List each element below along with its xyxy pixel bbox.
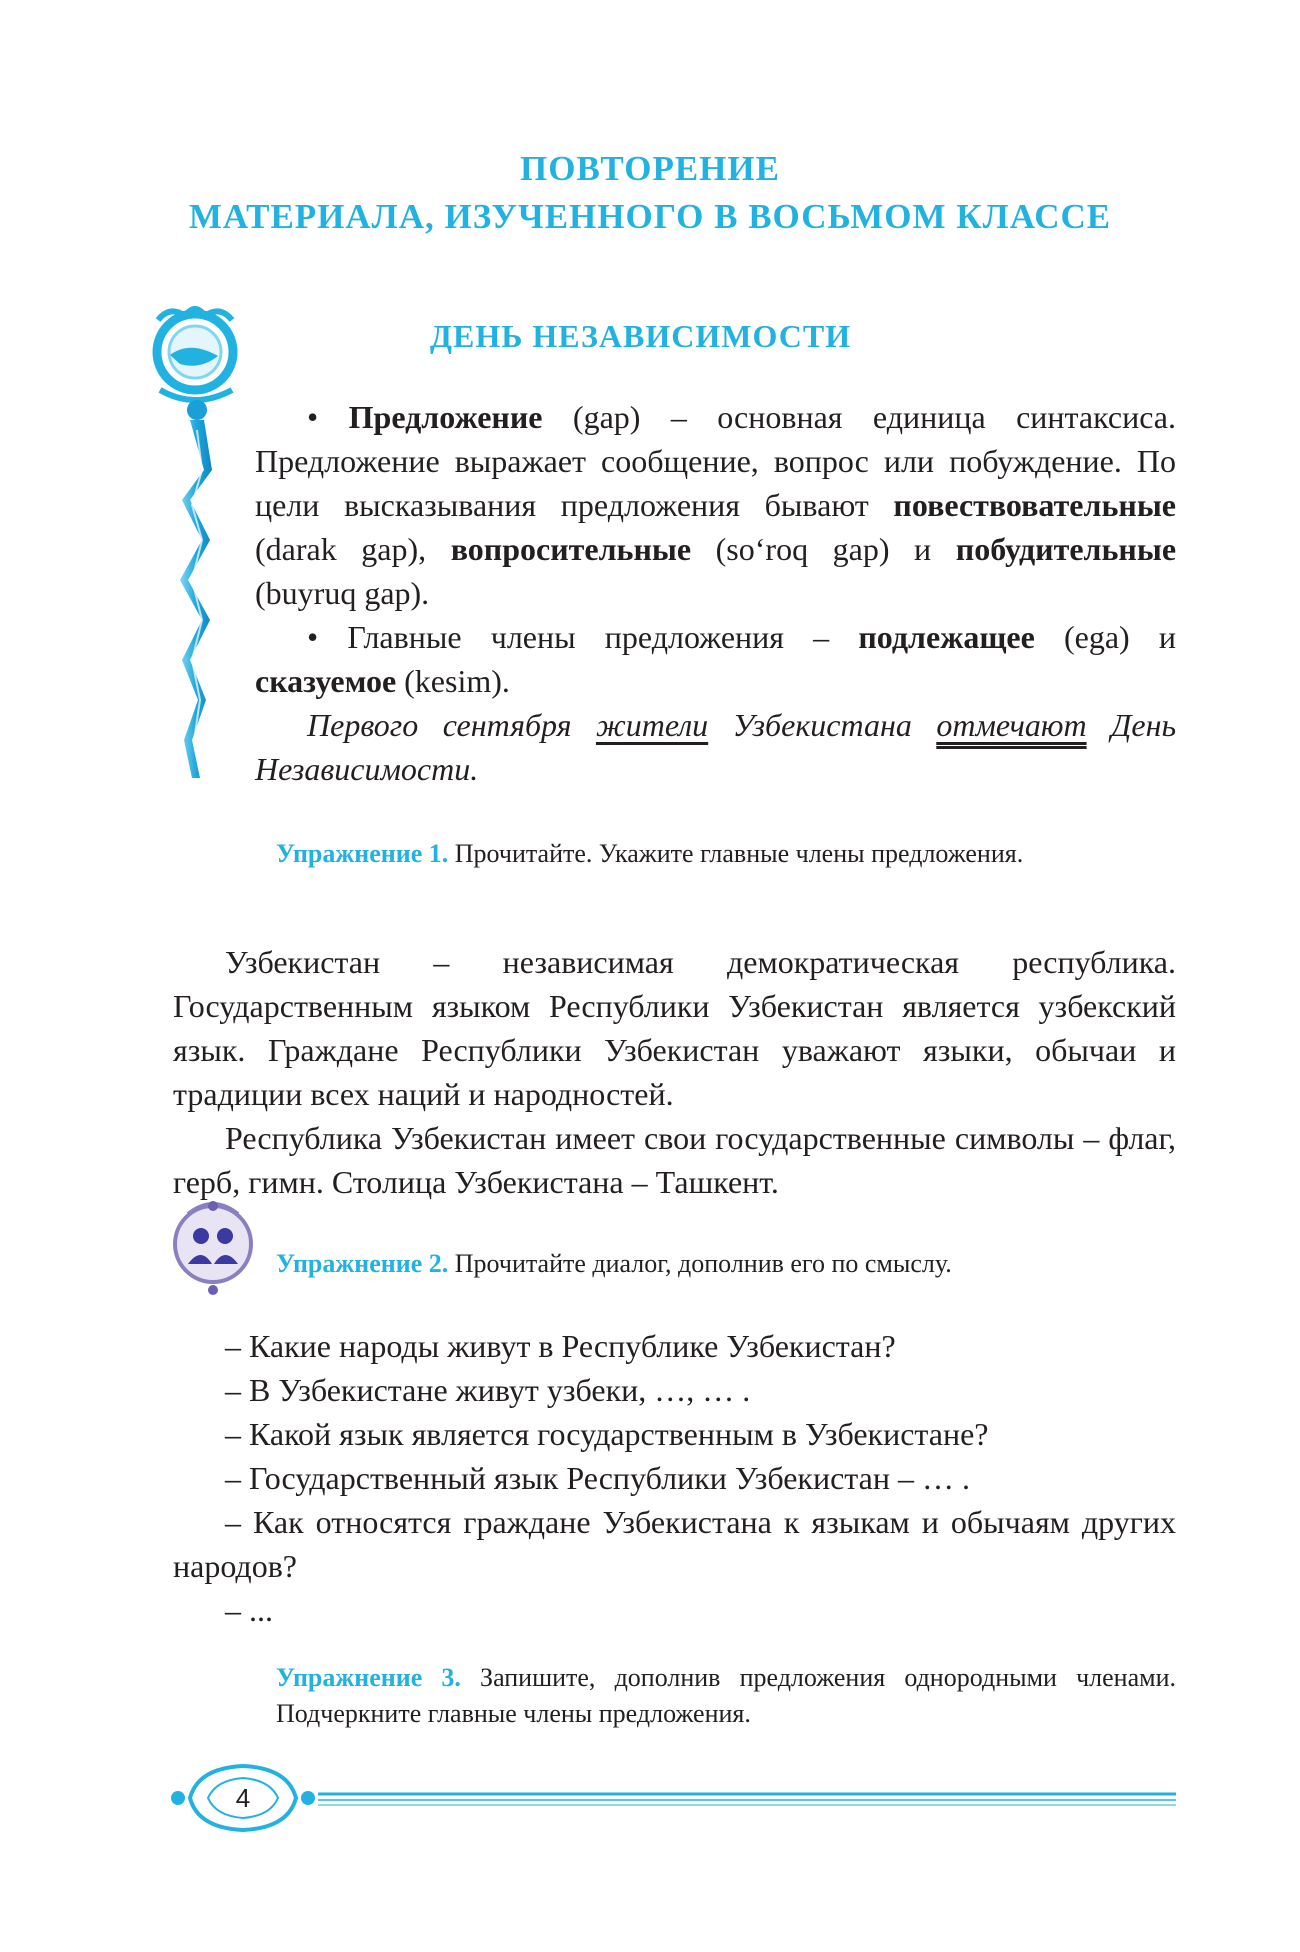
rule-paragraph-1 xyxy=(255,395,1176,615)
term-declarative: повествовательные xyxy=(893,487,1176,523)
scroll-staff-icon xyxy=(140,300,260,780)
dialog xyxy=(173,1324,1176,1632)
rule-text: (buyruq gap). xyxy=(255,575,430,611)
term-sentence: Предложение xyxy=(348,399,543,435)
chapter-title xyxy=(0,145,1300,241)
page-number: 4 xyxy=(235,1783,251,1813)
reading-text xyxy=(173,940,1176,1204)
section-title: ДЕНЬ НЕЗАВИСИМОСТИ xyxy=(430,318,852,354)
dialog-line: – Какие народы живут в Республике Узбекистан? xyxy=(225,1328,896,1364)
bullet: • xyxy=(307,619,319,655)
dialog-line: – ... xyxy=(225,1592,273,1628)
term-subject: подлежащее xyxy=(858,619,1035,655)
exercise-2 xyxy=(276,1246,1176,1282)
exercise-3 xyxy=(276,1660,1176,1732)
example-subject: жители xyxy=(595,707,709,743)
rule-text: (ega) и xyxy=(1034,619,1177,655)
rule-text: Главные члены предложения – xyxy=(318,619,859,655)
example-text: Узбекистана xyxy=(708,707,937,743)
dialog-line: – Какой язык является государственным в Узбекистане? xyxy=(225,1416,989,1452)
exercise-1-text: Прочитайте. Укажите главные члены предложения. xyxy=(448,839,1024,868)
dialog-line: – Государственный язык Республики Узбекистан – … . xyxy=(225,1460,970,1496)
chapter-title-line1: ПОВТОРЕНИЕ xyxy=(520,149,780,188)
example-predicate: отмечают xyxy=(936,707,1087,743)
dialog-people-icon xyxy=(168,1198,258,1298)
rule-text: (so‘roq gap) и xyxy=(691,531,956,567)
exercise-1-label: Упражнение 1. xyxy=(276,839,449,868)
rule-text: (darak gap), xyxy=(255,531,451,567)
term-predicate: сказуемое xyxy=(255,663,397,699)
exercise-2-label: Упражнение 2. xyxy=(276,1249,449,1278)
exercise-3-text: Запишите, дополнив предложения однородными членами. Подчеркните главные члены предложения. xyxy=(276,1663,1177,1728)
dialog-line: – Как относятся граждане Узбекистана к языкам и обычаям других народов? xyxy=(173,1504,1176,1584)
reading-paragraph-1: Узбекистан – независимая демократическая республика. Государственным языком Республики Узбекистан является узбекский язык. Граждане Республики Узбекистан уважают языки, обычаи и традиции всех наций и народностей. xyxy=(173,944,1176,1112)
rule-block xyxy=(255,395,1176,791)
rule-text: (gap) – основная единица синтаксиса. Предложение выражает сообщение, вопрос или побуждение. По цели высказывания предложения бывают xyxy=(255,399,1177,523)
reading-paragraph-2: Республика Узбекистан имеет свои государственные символы – флаг, герб, гимн. Столица Узбекистана – Ташкент. xyxy=(173,1120,1176,1200)
exercise-1 xyxy=(276,836,1176,872)
bullet: • xyxy=(307,399,319,435)
example-text: Первого сентября xyxy=(307,707,596,743)
dialog-line: – В Узбекистане живут узбеки, …, … . xyxy=(225,1372,751,1408)
exercise-2-text: Прочитайте диалог, дополнив его по смыслу. xyxy=(448,1249,952,1278)
chapter-title-line2: МАТЕРИАЛА, ИЗУЧЕННОГО В ВОСЬМОМ КЛАССЕ xyxy=(188,197,1112,236)
rule-paragraph-2 xyxy=(255,615,1176,703)
rule-text: (kesim). xyxy=(396,663,510,699)
term-interrogative: вопросительные xyxy=(450,531,692,567)
exercise-3-label: Упражнение 3. xyxy=(276,1663,461,1692)
ornament-icon xyxy=(168,1758,1178,1838)
term-imperative: побудительные xyxy=(955,531,1177,567)
example-sentence xyxy=(255,703,1176,791)
example-text: День Независимости. xyxy=(255,707,1177,787)
